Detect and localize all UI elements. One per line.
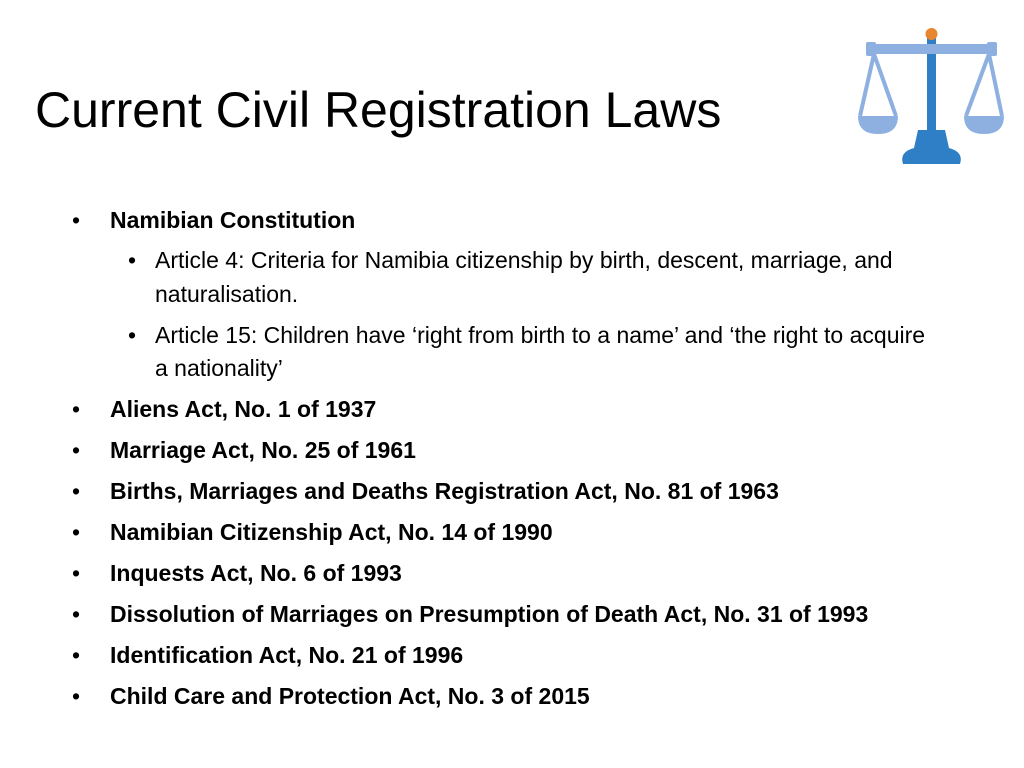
list-item-text: Aliens Act, No. 1 of 1937 — [110, 396, 377, 423]
list-item-text: Dissolution of Marriages on Presumption of Death Act, No. 31 of 1993 — [110, 601, 869, 628]
list-item — [72, 557, 972, 590]
list-item-text: Namibian Constitution — [110, 207, 356, 233]
scales-of-justice-icon — [856, 22, 1006, 168]
bullet-list-container — [72, 204, 972, 721]
list-item — [72, 598, 972, 631]
list-item-text: Births, Marriages and Deaths Registration Act, No. 81 of 1963 — [110, 478, 779, 505]
list-item-text: Marriage Act, No. 25 of 1961 — [110, 437, 416, 464]
list-item — [72, 204, 972, 386]
list-item — [72, 680, 972, 713]
sub-list-item: • Article 4: Criteria for Namibia citizenship by birth, descent, marriage, and naturalisation. — [116, 244, 935, 311]
list-item — [72, 516, 972, 549]
list-item — [72, 475, 972, 508]
sub-list — [110, 244, 972, 385]
sub-list-item: • Article 15: Children have ‘right from birth to a name’ and ‘the right to acquire a nationality’ — [116, 319, 935, 386]
law-list — [72, 204, 972, 714]
list-item-text: Identification Act, No. 21 of 1996 — [110, 642, 464, 669]
list-item — [72, 434, 972, 467]
list-item — [72, 393, 972, 426]
list-item-text: Child Care and Protection Act, No. 3 of 2015 — [110, 683, 590, 710]
slide-title: Current Civil Registration Laws — [35, 82, 722, 138]
list-item-text: Namibian Citizenship Act, No. 14 of 1990 — [110, 519, 553, 546]
list-item-text: Inquests Act, No. 6 of 1993 — [110, 560, 402, 587]
list-item — [72, 639, 972, 672]
